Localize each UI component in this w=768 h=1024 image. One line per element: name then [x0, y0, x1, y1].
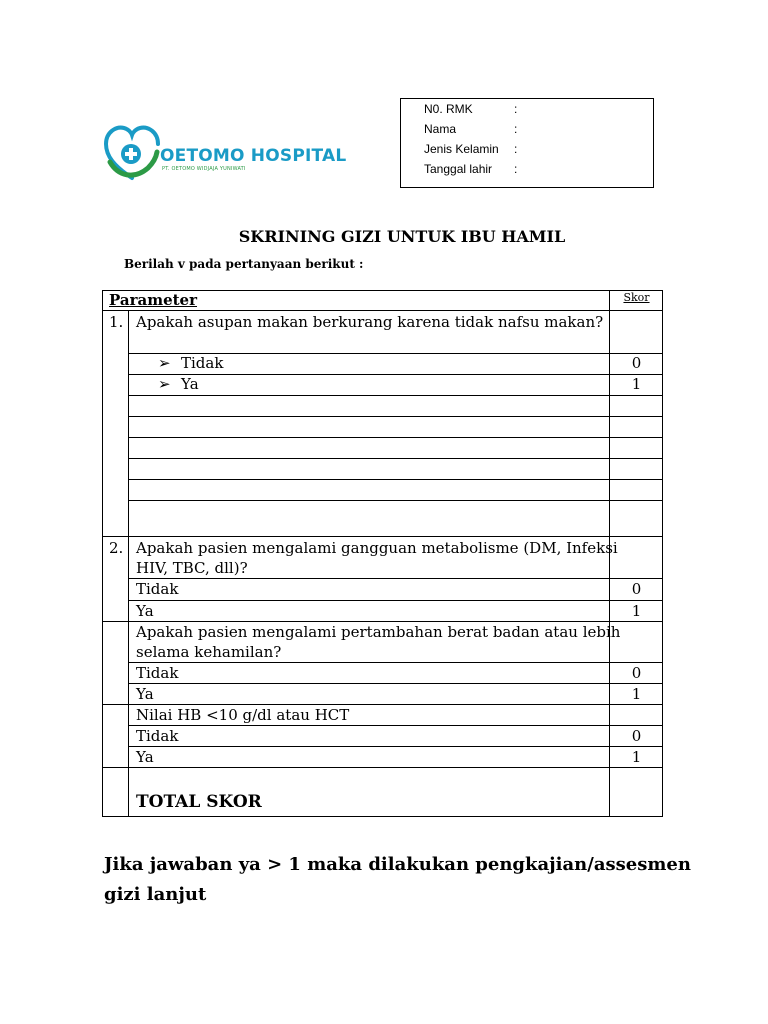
- option-label: Ya: [136, 602, 154, 620]
- option-label: Ya: [136, 685, 154, 703]
- table-line: [128, 662, 663, 663]
- birthdate-label: Tanggal lahir: [424, 162, 493, 176]
- table-line: [128, 683, 663, 684]
- rmk-colon: :: [514, 102, 518, 116]
- option-label: Ya: [136, 748, 154, 766]
- option-label: Tidak: [136, 727, 179, 745]
- option-score: 1: [631, 375, 642, 393]
- table-line: [128, 437, 663, 438]
- footer-note: Jika jawaban ya > 1 maka dilakukan pengkajian/assesmen gizi lanjut: [104, 854, 691, 905]
- option-label: Tidak: [136, 580, 179, 598]
- question-number: 2.: [109, 539, 124, 557]
- option-bullet: ➢: [158, 375, 171, 393]
- total-score-label: TOTAL SKOR: [136, 792, 262, 812]
- header-parameter: Parameter: [109, 291, 198, 309]
- table-line: [128, 578, 663, 579]
- rmk-label: N0. RMK: [424, 102, 473, 116]
- table-col-line: [128, 310, 129, 817]
- table-line: [128, 725, 663, 726]
- form-title: SKRINING GIZI UNTUK IBU HAMIL: [238, 227, 566, 246]
- question-2-line1: Apakah pasien mengalami gangguan metabolisme (DM, Infeksi: [136, 539, 618, 557]
- question-2-line2: HIV, TBC, dll)?: [136, 559, 248, 577]
- question-1-text: Apakah asupan makan berkurang karena tidak nafsu makan?: [136, 313, 604, 331]
- table-line: [128, 600, 663, 601]
- hospital-subtitle: PT. OETOMO WIDJAJA YUNIWATI: [162, 166, 246, 172]
- table-border-bottom: [102, 816, 663, 817]
- option-score: 0: [631, 664, 642, 682]
- table-line: [128, 479, 663, 480]
- option-label: Tidak: [181, 354, 224, 372]
- hospital-logo: [104, 118, 347, 184]
- table-line: [128, 416, 663, 417]
- screening-table: [102, 290, 663, 817]
- table-line: [128, 746, 663, 747]
- question-4-text: Nilai HB <10 g/dl atau HCT: [136, 706, 350, 724]
- hospital-logo-icon: [104, 118, 160, 184]
- option-score: 0: [631, 580, 642, 598]
- option-label: Tidak: [136, 664, 179, 682]
- form-instruction: Berilah v pada pertanyaan berikut :: [124, 257, 364, 271]
- option-bullet: ➢: [158, 354, 171, 372]
- option-score: 1: [631, 748, 642, 766]
- option-score: 1: [631, 602, 642, 620]
- table-line: [128, 500, 663, 501]
- option-label: Ya: [181, 375, 199, 393]
- option-score: 0: [631, 354, 642, 372]
- table-border-left: [102, 290, 103, 817]
- table-line: [128, 395, 663, 396]
- name-colon: :: [514, 122, 518, 136]
- question-3-line1: Apakah pasien mengalami pertambahan berat badan atau lebih: [136, 623, 621, 641]
- table-line: [128, 458, 663, 459]
- question-3-line2: selama kehamilan?: [136, 643, 282, 661]
- table-line: [102, 310, 663, 311]
- table-line: [102, 536, 663, 537]
- option-score: 1: [631, 685, 642, 703]
- header-score: Skor: [623, 291, 650, 304]
- gender-label: Jenis Kelamin: [424, 142, 499, 156]
- gender-colon: :: [514, 142, 518, 156]
- hospital-name: OETOMO HOSPITAL: [160, 146, 347, 166]
- patient-info-box: [400, 98, 654, 188]
- name-label: Nama: [424, 122, 457, 136]
- question-number: 1.: [109, 313, 124, 331]
- birthdate-colon: :: [514, 162, 518, 176]
- table-line: [102, 767, 663, 768]
- option-score: 0: [631, 727, 642, 745]
- table-line: [128, 374, 663, 375]
